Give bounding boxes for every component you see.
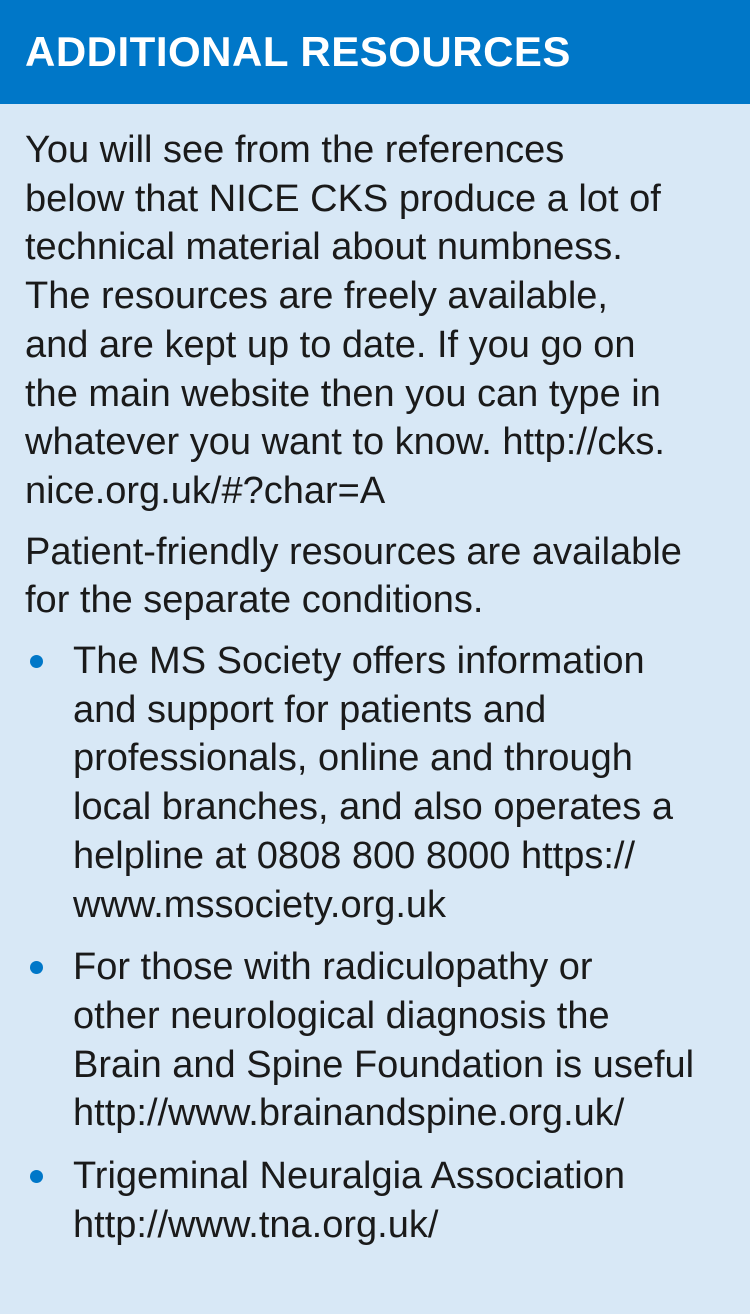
list-item-text bbox=[73, 637, 673, 929]
panel-title: ADDITIONAL RESOURCES bbox=[25, 28, 571, 75]
text-line: http://www.tna.org.uk/ bbox=[73, 1203, 439, 1246]
patient-resources-paragraph bbox=[25, 528, 734, 625]
resource-list bbox=[25, 637, 734, 1249]
text-line: other neurological diagnosis the bbox=[73, 994, 610, 1037]
text-line: whatever you want to know. http://cks. bbox=[25, 421, 665, 464]
text-line: The MS Society offers information bbox=[73, 640, 645, 683]
text-line: below that NICE CKS produce a lot of bbox=[25, 177, 661, 220]
text-line: for the separate conditions. bbox=[25, 579, 484, 622]
text-line: For those with radiculopathy or bbox=[73, 946, 593, 989]
panel-content bbox=[0, 104, 750, 1249]
list-item-text bbox=[73, 1152, 625, 1249]
intro-paragraph bbox=[25, 126, 734, 516]
panel-header bbox=[0, 0, 750, 104]
text-line: The resources are freely available, bbox=[25, 275, 608, 318]
text-line: Patient-friendly resources are available bbox=[25, 530, 682, 573]
text-line: Brain and Spine Foundation is useful bbox=[73, 1043, 695, 1086]
text-line: You will see from the references bbox=[25, 129, 565, 171]
text-line: the main website then you can type in bbox=[25, 372, 661, 415]
list-item-text bbox=[73, 943, 694, 1138]
bullet-icon bbox=[25, 637, 73, 686]
text-line: technical material about numbness. bbox=[25, 226, 623, 269]
text-line: local branches, and also operates a bbox=[73, 786, 673, 829]
bullet-icon bbox=[25, 943, 73, 992]
list-item-tna bbox=[25, 1152, 734, 1249]
text-line: Trigeminal Neuralgia Association bbox=[73, 1155, 625, 1198]
text-line: and support for patients and bbox=[73, 688, 547, 731]
text-line: www.mssociety.org.uk bbox=[73, 883, 447, 926]
text-line: nice.org.uk/#?char=A bbox=[25, 469, 386, 512]
text-line: http://www.brainandspine.org.uk/ bbox=[73, 1092, 625, 1135]
list-item-ms-society bbox=[25, 637, 734, 929]
list-item-brain-spine bbox=[25, 943, 734, 1138]
text-line: professionals, online and through bbox=[73, 737, 633, 780]
text-line: helpline at 0808 800 8000 https:// bbox=[73, 834, 636, 877]
bullet-icon bbox=[25, 1152, 73, 1201]
text-line: and are kept up to date. If you go on bbox=[25, 323, 636, 366]
